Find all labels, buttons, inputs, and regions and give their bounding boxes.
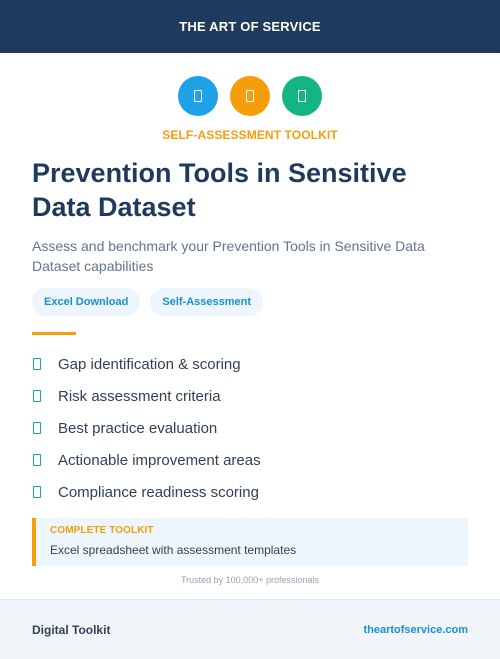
icon-circle-green [282,76,322,116]
header-bar [0,0,500,53]
page-title: Prevention Tools in Sensitive Data Dataset [32,158,407,222]
feature-label: Actionable improvement areas [58,451,261,469]
callout-label: COMPLETE TOOLKIT [50,525,154,536]
brand-name: THE ART OF SERVICE [179,19,321,34]
feature-item [32,476,472,508]
tag-list [32,288,263,316]
feature-list [32,348,472,508]
toolkit-callout [32,518,468,566]
feature-item [32,444,472,476]
feature-item [32,412,472,444]
icon-circle-orange [230,76,270,116]
check-icon [33,454,41,466]
eyebrow-label: SELF-ASSESSMENT TOOLKIT [162,128,338,142]
check-icon [33,390,41,402]
document-icon [298,90,306,102]
icon-row [0,76,500,116]
page-description: Assess and benchmark your Prevention Tools in Sensitive Data Dataset capabilities [32,238,425,274]
document-icon [194,90,202,102]
feature-item [32,348,472,380]
tag-self-assessment: Self-Assessment [150,288,263,316]
feature-label: Risk assessment criteria [58,387,221,405]
footer-label: Digital Toolkit [32,622,111,637]
trusted-note: Trusted by 100,000+ professionals [180,575,319,585]
callout-text: Excel spreadsheet with assessment templates [50,543,297,557]
footer-website-link[interactable]: theartofservice.com [363,623,468,636]
feature-label: Compliance readiness scoring [58,483,259,501]
feature-label: Best practice evaluation [58,419,218,437]
check-icon [33,422,41,434]
feature-label: Gap identification & scoring [58,355,241,373]
tag-excel-download: Excel Download [32,288,140,316]
document-icon [246,90,254,102]
check-icon [33,486,41,498]
check-icon [33,358,41,370]
icon-circle-blue [178,76,218,116]
footer-bar [0,599,500,659]
accent-divider [32,332,76,335]
feature-item [32,380,472,412]
